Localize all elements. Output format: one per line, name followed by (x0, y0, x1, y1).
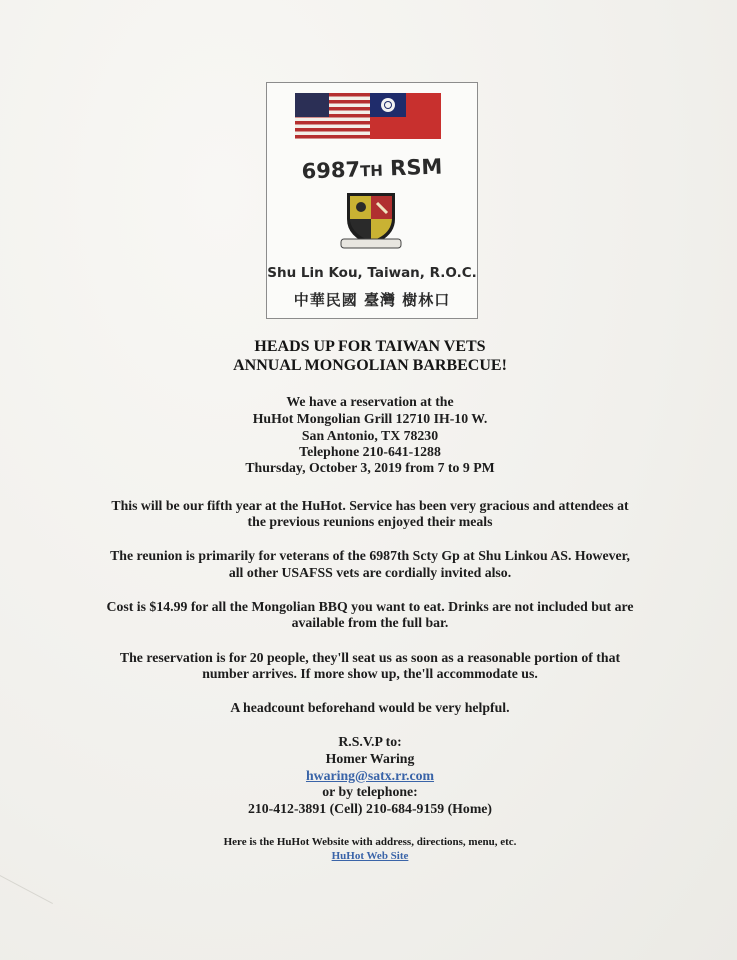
reservation-line-2: HuHot Mongolian Grill 12710 IH-10 W. (252, 411, 488, 426)
rsvp-email-row (40, 767, 700, 784)
paragraph-1-line-1: This will be our fifth year at the HuHot. Service has been very gracious and attendees at (111, 498, 629, 513)
paragraph-4-line-2: number arrives. If more show up, the'll accommodate us. (202, 666, 538, 681)
paragraph-1-line-2: the previous reunions enjoyed their meals (247, 514, 493, 529)
rsvp-name: Homer Waring (325, 751, 415, 766)
reservation-line-4: Telephone 210-641-1288 (299, 444, 441, 459)
paragraph-5: A headcount beforehand would be very helpful. (230, 700, 510, 715)
location-english: Shu Lin Kou, Taiwan, R.O.C. (267, 265, 477, 281)
website-note: Here is the HuHot Website with address, directions, menu, etc. (223, 836, 517, 848)
reservation-line-3: San Antonio, TX 78230 (301, 428, 439, 443)
paragraph-2-line-1: The reunion is primarily for veterans of the 6987th Scty Gp at Shu Linkou AS. However, (110, 548, 630, 563)
website-link-row (40, 849, 700, 863)
paragraph-2-line-2: all other USAFSS vets are cordially invited also. (228, 565, 512, 580)
unit-title: 6987TH RSM (301, 154, 443, 184)
paragraph-3-line-2: available from the full bar. (291, 615, 449, 630)
rsvp-or-phone: or by telephone: (322, 784, 418, 799)
us-taiwan-flags-icon (295, 93, 441, 139)
headline-line-1: HEADS UP FOR TAIWAN VETS (254, 338, 486, 355)
reservation-line-1: We have a reservation at the (286, 394, 454, 409)
paragraph-4-line-1: The reservation is for 20 people, they'll seat us as soon as a reasonable portion of that (119, 650, 621, 665)
paragraph-3-line-1: Cost is $14.99 for all the Mongolian BBQ you want to eat. Drinks are not included but are (106, 599, 634, 614)
location-chinese: 中華民國 臺灣 樹林口 (293, 291, 451, 309)
unit-crest-icon (339, 189, 403, 251)
unit-header-card (266, 82, 478, 319)
rsvp-email-link[interactable]: hwaring@satx.rr.com (305, 768, 435, 783)
rsvp-phones: 210-412-3891 (Cell) 210-684-9159 (Home) (247, 801, 493, 816)
rsvp-label: R.S.V.P to: (338, 734, 402, 749)
huhot-website-link[interactable]: HuHot Web Site (331, 850, 409, 862)
headline-line-2: ANNUAL MONGOLIAN BARBECUE! (233, 357, 507, 374)
reservation-line-5: Thursday, October 3, 2019 from 7 to 9 PM (245, 460, 495, 475)
